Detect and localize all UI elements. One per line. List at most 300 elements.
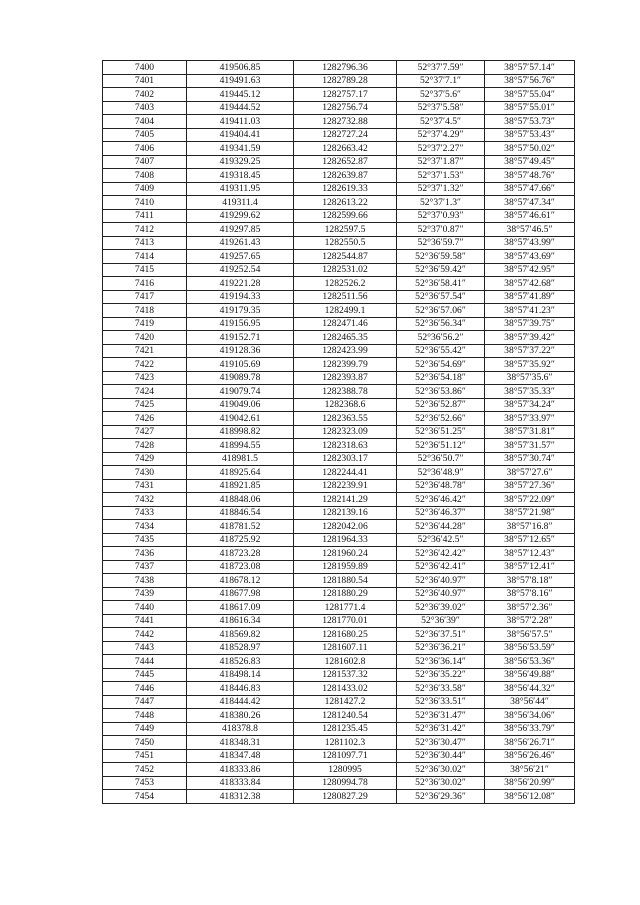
table-row bbox=[103, 439, 575, 453]
x-coordinate-cell: 418781.52 bbox=[187, 520, 294, 534]
y-coordinate-cell: 1282393.87 bbox=[294, 371, 397, 385]
y-coordinate-cell: 1281770.01 bbox=[294, 614, 397, 628]
latitude-cell: 52°37′0.93″ bbox=[397, 209, 485, 223]
point-number-cell: 7443 bbox=[103, 641, 187, 655]
table-row bbox=[103, 641, 575, 655]
y-coordinate-cell: 1282303.17 bbox=[294, 452, 397, 466]
table-row bbox=[103, 209, 575, 223]
point-number-cell: 7409 bbox=[103, 182, 187, 196]
latitude-cell: 52°36′30.44″ bbox=[397, 749, 485, 763]
point-number-cell: 7423 bbox=[103, 371, 187, 385]
longitude-cell: 38°57′33.97″ bbox=[485, 412, 575, 426]
x-coordinate-cell: 419444.52 bbox=[187, 101, 294, 115]
x-coordinate-cell: 418528.97 bbox=[187, 641, 294, 655]
longitude-cell: 38°56′44.32″ bbox=[485, 682, 575, 696]
table-row bbox=[103, 317, 575, 331]
latitude-cell: 52°36′53.86″ bbox=[397, 385, 485, 399]
table-row bbox=[103, 560, 575, 574]
point-number-cell: 7405 bbox=[103, 128, 187, 142]
longitude-cell: 38°57′31.81″ bbox=[485, 425, 575, 439]
longitude-cell: 38°56′26.46″ bbox=[485, 749, 575, 763]
table-row bbox=[103, 398, 575, 412]
latitude-cell: 52°36′59.42″ bbox=[397, 263, 485, 277]
y-coordinate-cell: 1282511.56 bbox=[294, 290, 397, 304]
longitude-cell: 38°57′2.36″ bbox=[485, 601, 575, 615]
table-row bbox=[103, 385, 575, 399]
x-coordinate-cell: 418444.42 bbox=[187, 695, 294, 709]
y-coordinate-cell: 1281960.24 bbox=[294, 547, 397, 561]
longitude-cell: 38°56′21″ bbox=[485, 763, 575, 777]
table-row bbox=[103, 371, 575, 385]
table-row bbox=[103, 614, 575, 628]
y-coordinate-cell: 1282613.22 bbox=[294, 196, 397, 210]
longitude-cell: 38°57′43.99″ bbox=[485, 236, 575, 250]
table-row bbox=[103, 506, 575, 520]
x-coordinate-cell: 419411.03 bbox=[187, 115, 294, 129]
table-row bbox=[103, 533, 575, 547]
latitude-cell: 52°37′1.87″ bbox=[397, 155, 485, 169]
x-coordinate-cell: 418348.31 bbox=[187, 736, 294, 750]
point-number-cell: 7424 bbox=[103, 385, 187, 399]
x-coordinate-cell: 418723.08 bbox=[187, 560, 294, 574]
point-number-cell: 7411 bbox=[103, 209, 187, 223]
table-row bbox=[103, 425, 575, 439]
y-coordinate-cell: 1282399.79 bbox=[294, 358, 397, 372]
x-coordinate-cell: 418998.82 bbox=[187, 425, 294, 439]
point-number-cell: 7433 bbox=[103, 506, 187, 520]
latitude-cell: 52°36′57.54″ bbox=[397, 290, 485, 304]
longitude-cell: 38°57′41.23″ bbox=[485, 304, 575, 318]
table-row bbox=[103, 61, 575, 75]
longitude-cell: 38°57′43.69″ bbox=[485, 250, 575, 264]
longitude-cell: 38°57′47.66″ bbox=[485, 182, 575, 196]
y-coordinate-cell: 1282544.87 bbox=[294, 250, 397, 264]
y-coordinate-cell: 1282139.16 bbox=[294, 506, 397, 520]
y-coordinate-cell: 1282323.09 bbox=[294, 425, 397, 439]
table-row bbox=[103, 196, 575, 210]
table-row bbox=[103, 142, 575, 156]
point-number-cell: 7434 bbox=[103, 520, 187, 534]
x-coordinate-cell: 418526.83 bbox=[187, 655, 294, 669]
y-coordinate-cell: 1282639.87 bbox=[294, 169, 397, 183]
latitude-cell: 52°36′33.51″ bbox=[397, 695, 485, 709]
x-coordinate-cell: 419079.74 bbox=[187, 385, 294, 399]
latitude-cell: 52°36′48.78″ bbox=[397, 479, 485, 493]
table-row bbox=[103, 574, 575, 588]
longitude-cell: 38°57′12.41″ bbox=[485, 560, 575, 574]
table-row bbox=[103, 655, 575, 669]
table-row bbox=[103, 682, 575, 696]
point-number-cell: 7453 bbox=[103, 776, 187, 790]
x-coordinate-cell: 419156.95 bbox=[187, 317, 294, 331]
x-coordinate-cell: 418347.48 bbox=[187, 749, 294, 763]
point-number-cell: 7420 bbox=[103, 331, 187, 345]
x-coordinate-cell: 418446.83 bbox=[187, 682, 294, 696]
y-coordinate-cell: 1281537.32 bbox=[294, 668, 397, 682]
table-row bbox=[103, 358, 575, 372]
y-coordinate-cell: 1281880.29 bbox=[294, 587, 397, 601]
x-coordinate-cell: 419311.4 bbox=[187, 196, 294, 210]
point-number-cell: 7421 bbox=[103, 344, 187, 358]
x-coordinate-cell: 419194.33 bbox=[187, 290, 294, 304]
longitude-cell: 38°57′41.89″ bbox=[485, 290, 575, 304]
point-number-cell: 7449 bbox=[103, 722, 187, 736]
y-coordinate-cell: 1282550.5 bbox=[294, 236, 397, 250]
latitude-cell: 52°36′29.36″ bbox=[397, 790, 485, 804]
x-coordinate-cell: 419152.71 bbox=[187, 331, 294, 345]
point-number-cell: 7417 bbox=[103, 290, 187, 304]
y-coordinate-cell: 1280994.78 bbox=[294, 776, 397, 790]
point-number-cell: 7451 bbox=[103, 749, 187, 763]
latitude-cell: 52°36′52.87″ bbox=[397, 398, 485, 412]
latitude-cell: 52°36′35.22″ bbox=[397, 668, 485, 682]
longitude-cell: 38°57′53.43″ bbox=[485, 128, 575, 142]
point-number-cell: 7432 bbox=[103, 493, 187, 507]
y-coordinate-cell: 1282388.78 bbox=[294, 385, 397, 399]
point-number-cell: 7430 bbox=[103, 466, 187, 480]
y-coordinate-cell: 1282732.88 bbox=[294, 115, 397, 129]
longitude-cell: 38°57′42.95″ bbox=[485, 263, 575, 277]
x-coordinate-cell: 418498.14 bbox=[187, 668, 294, 682]
x-coordinate-cell: 419404.41 bbox=[187, 128, 294, 142]
point-number-cell: 7427 bbox=[103, 425, 187, 439]
latitude-cell: 52°36′33.58″ bbox=[397, 682, 485, 696]
longitude-cell: 38°57′8.16″ bbox=[485, 587, 575, 601]
latitude-cell: 52°36′46.37″ bbox=[397, 506, 485, 520]
point-number-cell: 7403 bbox=[103, 101, 187, 115]
y-coordinate-cell: 1281102.3 bbox=[294, 736, 397, 750]
y-coordinate-cell: 1282727.24 bbox=[294, 128, 397, 142]
longitude-cell: 38°57′35.33″ bbox=[485, 385, 575, 399]
table-row bbox=[103, 695, 575, 709]
x-coordinate-cell: 418677.98 bbox=[187, 587, 294, 601]
x-coordinate-cell: 419491.63 bbox=[187, 74, 294, 88]
point-number-cell: 7406 bbox=[103, 142, 187, 156]
point-number-cell: 7441 bbox=[103, 614, 187, 628]
point-number-cell: 7428 bbox=[103, 439, 187, 453]
point-number-cell: 7448 bbox=[103, 709, 187, 723]
x-coordinate-cell: 419329.25 bbox=[187, 155, 294, 169]
coordinates-table-body bbox=[103, 61, 575, 804]
latitude-cell: 52°36′31.47″ bbox=[397, 709, 485, 723]
x-coordinate-cell: 418846.54 bbox=[187, 506, 294, 520]
table-row bbox=[103, 236, 575, 250]
x-coordinate-cell: 419179.35 bbox=[187, 304, 294, 318]
table-row bbox=[103, 668, 575, 682]
latitude-cell: 52°36′56.34″ bbox=[397, 317, 485, 331]
longitude-cell: 38°57′46.61″ bbox=[485, 209, 575, 223]
latitude-cell: 52°37′5.6″ bbox=[397, 88, 485, 102]
latitude-cell: 52°36′30.02″ bbox=[397, 763, 485, 777]
y-coordinate-cell: 1282526.2 bbox=[294, 277, 397, 291]
latitude-cell: 52°36′40.97″ bbox=[397, 587, 485, 601]
y-coordinate-cell: 1282423.99 bbox=[294, 344, 397, 358]
y-coordinate-cell: 1281771.4 bbox=[294, 601, 397, 615]
point-number-cell: 7426 bbox=[103, 412, 187, 426]
table-row bbox=[103, 412, 575, 426]
y-coordinate-cell: 1282597.5 bbox=[294, 223, 397, 237]
table-row bbox=[103, 749, 575, 763]
y-coordinate-cell: 1281602.8 bbox=[294, 655, 397, 669]
table-row bbox=[103, 74, 575, 88]
latitude-cell: 52°36′30.47″ bbox=[397, 736, 485, 750]
y-coordinate-cell: 1282757.17 bbox=[294, 88, 397, 102]
x-coordinate-cell: 418725.92 bbox=[187, 533, 294, 547]
longitude-cell: 38°57′42.68″ bbox=[485, 277, 575, 291]
point-number-cell: 7454 bbox=[103, 790, 187, 804]
table-row bbox=[103, 155, 575, 169]
x-coordinate-cell: 419221.28 bbox=[187, 277, 294, 291]
x-coordinate-cell: 419311.95 bbox=[187, 182, 294, 196]
longitude-cell: 38°57′35.6″ bbox=[485, 371, 575, 385]
longitude-cell: 38°56′33.79″ bbox=[485, 722, 575, 736]
latitude-cell: 52°36′36.14″ bbox=[397, 655, 485, 669]
table-row bbox=[103, 547, 575, 561]
point-number-cell: 7419 bbox=[103, 317, 187, 331]
longitude-cell: 38°57′47.34″ bbox=[485, 196, 575, 210]
latitude-cell: 52°36′36.21″ bbox=[397, 641, 485, 655]
latitude-cell: 52°36′58.41″ bbox=[397, 277, 485, 291]
longitude-cell: 38°56′20.99″ bbox=[485, 776, 575, 790]
x-coordinate-cell: 419252.54 bbox=[187, 263, 294, 277]
y-coordinate-cell: 1280827.29 bbox=[294, 790, 397, 804]
x-coordinate-cell: 419341.59 bbox=[187, 142, 294, 156]
x-coordinate-cell: 419105.69 bbox=[187, 358, 294, 372]
table-row bbox=[103, 452, 575, 466]
y-coordinate-cell: 1281427.2 bbox=[294, 695, 397, 709]
x-coordinate-cell: 419299.62 bbox=[187, 209, 294, 223]
latitude-cell: 52°37′1.32″ bbox=[397, 182, 485, 196]
x-coordinate-cell: 418723.28 bbox=[187, 547, 294, 561]
point-number-cell: 7435 bbox=[103, 533, 187, 547]
point-number-cell: 7416 bbox=[103, 277, 187, 291]
latitude-cell: 52°36′44.28″ bbox=[397, 520, 485, 534]
longitude-cell: 38°57′12.65″ bbox=[485, 533, 575, 547]
latitude-cell: 52°36′51.25″ bbox=[397, 425, 485, 439]
longitude-cell: 38°56′53.59″ bbox=[485, 641, 575, 655]
x-coordinate-cell: 418312.38 bbox=[187, 790, 294, 804]
point-number-cell: 7404 bbox=[103, 115, 187, 129]
y-coordinate-cell: 1282244.41 bbox=[294, 466, 397, 480]
point-number-cell: 7440 bbox=[103, 601, 187, 615]
x-coordinate-cell: 419257.65 bbox=[187, 250, 294, 264]
longitude-cell: 38°56′53.36″ bbox=[485, 655, 575, 669]
point-number-cell: 7415 bbox=[103, 263, 187, 277]
y-coordinate-cell: 1282531.02 bbox=[294, 263, 397, 277]
table-row bbox=[103, 101, 575, 115]
y-coordinate-cell: 1282318.63 bbox=[294, 439, 397, 453]
latitude-cell: 52°37′5.58″ bbox=[397, 101, 485, 115]
point-number-cell: 7446 bbox=[103, 682, 187, 696]
y-coordinate-cell: 1282471.46 bbox=[294, 317, 397, 331]
longitude-cell: 38°57′34.24″ bbox=[485, 398, 575, 412]
table-row bbox=[103, 628, 575, 642]
x-coordinate-cell: 418380.26 bbox=[187, 709, 294, 723]
point-number-cell: 7407 bbox=[103, 155, 187, 169]
x-coordinate-cell: 418925.64 bbox=[187, 466, 294, 480]
table-row bbox=[103, 790, 575, 804]
point-number-cell: 7431 bbox=[103, 479, 187, 493]
longitude-cell: 38°56′26.71″ bbox=[485, 736, 575, 750]
x-coordinate-cell: 418616.34 bbox=[187, 614, 294, 628]
longitude-cell: 38°56′34.06″ bbox=[485, 709, 575, 723]
table-row bbox=[103, 709, 575, 723]
x-coordinate-cell: 418921.85 bbox=[187, 479, 294, 493]
table-row bbox=[103, 169, 575, 183]
y-coordinate-cell: 1281680.25 bbox=[294, 628, 397, 642]
y-coordinate-cell: 1282465.35 bbox=[294, 331, 397, 345]
latitude-cell: 52°36′42.41″ bbox=[397, 560, 485, 574]
x-coordinate-cell: 419445.12 bbox=[187, 88, 294, 102]
y-coordinate-cell: 1282789.28 bbox=[294, 74, 397, 88]
longitude-cell: 38°57′48.76″ bbox=[485, 169, 575, 183]
table-row bbox=[103, 736, 575, 750]
y-coordinate-cell: 1280995 bbox=[294, 763, 397, 777]
point-number-cell: 7418 bbox=[103, 304, 187, 318]
point-number-cell: 7401 bbox=[103, 74, 187, 88]
latitude-cell: 52°36′42.5″ bbox=[397, 533, 485, 547]
table-row bbox=[103, 344, 575, 358]
longitude-cell: 38°57′31.57″ bbox=[485, 439, 575, 453]
y-coordinate-cell: 1281880.54 bbox=[294, 574, 397, 588]
x-coordinate-cell: 418848.06 bbox=[187, 493, 294, 507]
x-coordinate-cell: 418678.12 bbox=[187, 574, 294, 588]
table-row bbox=[103, 776, 575, 790]
x-coordinate-cell: 419506.85 bbox=[187, 61, 294, 75]
latitude-cell: 52°36′39.02″ bbox=[397, 601, 485, 615]
latitude-cell: 52°36′31.42″ bbox=[397, 722, 485, 736]
table-row bbox=[103, 493, 575, 507]
y-coordinate-cell: 1282141.29 bbox=[294, 493, 397, 507]
latitude-cell: 52°36′37.51″ bbox=[397, 628, 485, 642]
x-coordinate-cell: 419128.36 bbox=[187, 344, 294, 358]
longitude-cell: 38°56′12.08″ bbox=[485, 790, 575, 804]
table-row bbox=[103, 88, 575, 102]
longitude-cell: 38°57′12.43″ bbox=[485, 547, 575, 561]
latitude-cell: 52°36′56.2″ bbox=[397, 331, 485, 345]
table-row bbox=[103, 277, 575, 291]
latitude-cell: 52°37′0.87″ bbox=[397, 223, 485, 237]
x-coordinate-cell: 418981.5 bbox=[187, 452, 294, 466]
table-row bbox=[103, 466, 575, 480]
y-coordinate-cell: 1281433.02 bbox=[294, 682, 397, 696]
table-row bbox=[103, 290, 575, 304]
point-number-cell: 7438 bbox=[103, 574, 187, 588]
x-coordinate-cell: 418333.86 bbox=[187, 763, 294, 777]
longitude-cell: 38°57′2.28″ bbox=[485, 614, 575, 628]
point-number-cell: 7429 bbox=[103, 452, 187, 466]
latitude-cell: 52°37′7.59″ bbox=[397, 61, 485, 75]
y-coordinate-cell: 1282363.55 bbox=[294, 412, 397, 426]
latitude-cell: 52°36′30.02″ bbox=[397, 776, 485, 790]
y-coordinate-cell: 1282652.87 bbox=[294, 155, 397, 169]
point-number-cell: 7450 bbox=[103, 736, 187, 750]
table-row bbox=[103, 722, 575, 736]
table-row bbox=[103, 763, 575, 777]
y-coordinate-cell: 1282499.1 bbox=[294, 304, 397, 318]
latitude-cell: 52°36′59.7″ bbox=[397, 236, 485, 250]
x-coordinate-cell: 418333.84 bbox=[187, 776, 294, 790]
point-number-cell: 7447 bbox=[103, 695, 187, 709]
x-coordinate-cell: 418617.09 bbox=[187, 601, 294, 615]
x-coordinate-cell: 419261.43 bbox=[187, 236, 294, 250]
longitude-cell: 38°57′21.98″ bbox=[485, 506, 575, 520]
longitude-cell: 38°56′44″ bbox=[485, 695, 575, 709]
table-row bbox=[103, 263, 575, 277]
longitude-cell: 38°57′39.42″ bbox=[485, 331, 575, 345]
latitude-cell: 52°36′46.42″ bbox=[397, 493, 485, 507]
longitude-cell: 38°57′39.75″ bbox=[485, 317, 575, 331]
point-number-cell: 7452 bbox=[103, 763, 187, 777]
table-row bbox=[103, 304, 575, 318]
x-coordinate-cell: 418994.55 bbox=[187, 439, 294, 453]
longitude-cell: 38°57′53.73″ bbox=[485, 115, 575, 129]
y-coordinate-cell: 1282756.74 bbox=[294, 101, 397, 115]
latitude-cell: 52°37′4.5″ bbox=[397, 115, 485, 129]
y-coordinate-cell: 1281240.54 bbox=[294, 709, 397, 723]
point-number-cell: 7412 bbox=[103, 223, 187, 237]
x-coordinate-cell: 419089.78 bbox=[187, 371, 294, 385]
latitude-cell: 52°36′54.18″ bbox=[397, 371, 485, 385]
point-number-cell: 7442 bbox=[103, 628, 187, 642]
y-coordinate-cell: 1282619.33 bbox=[294, 182, 397, 196]
point-number-cell: 7444 bbox=[103, 655, 187, 669]
latitude-cell: 52°36′42.42″ bbox=[397, 547, 485, 561]
longitude-cell: 38°57′46.5″ bbox=[485, 223, 575, 237]
y-coordinate-cell: 1282239.91 bbox=[294, 479, 397, 493]
latitude-cell: 52°37′1.3″ bbox=[397, 196, 485, 210]
latitude-cell: 52°36′39″ bbox=[397, 614, 485, 628]
y-coordinate-cell: 1281964.33 bbox=[294, 533, 397, 547]
point-number-cell: 7408 bbox=[103, 169, 187, 183]
x-coordinate-cell: 419297.85 bbox=[187, 223, 294, 237]
table-row bbox=[103, 520, 575, 534]
x-coordinate-cell: 419042.61 bbox=[187, 412, 294, 426]
longitude-cell: 38°57′49.45″ bbox=[485, 155, 575, 169]
latitude-cell: 52°36′55.42″ bbox=[397, 344, 485, 358]
longitude-cell: 38°57′8.18″ bbox=[485, 574, 575, 588]
longitude-cell: 38°57′57.14″ bbox=[485, 61, 575, 75]
table-row bbox=[103, 128, 575, 142]
longitude-cell: 38°57′55.04″ bbox=[485, 88, 575, 102]
y-coordinate-cell: 1281959.89 bbox=[294, 560, 397, 574]
latitude-cell: 52°36′59.58″ bbox=[397, 250, 485, 264]
longitude-cell: 38°57′27.6″ bbox=[485, 466, 575, 480]
latitude-cell: 52°36′50.7″ bbox=[397, 452, 485, 466]
y-coordinate-cell: 1282042.06 bbox=[294, 520, 397, 534]
latitude-cell: 52°36′52.66″ bbox=[397, 412, 485, 426]
longitude-cell: 38°57′16.8″ bbox=[485, 520, 575, 534]
y-coordinate-cell: 1281607.11 bbox=[294, 641, 397, 655]
longitude-cell: 38°57′30.74″ bbox=[485, 452, 575, 466]
point-number-cell: 7422 bbox=[103, 358, 187, 372]
y-coordinate-cell: 1281235.45 bbox=[294, 722, 397, 736]
x-coordinate-cell: 418569.82 bbox=[187, 628, 294, 642]
longitude-cell: 38°57′27.36″ bbox=[485, 479, 575, 493]
point-number-cell: 7400 bbox=[103, 61, 187, 75]
longitude-cell: 38°56′57.5″ bbox=[485, 628, 575, 642]
longitude-cell: 38°57′22.09″ bbox=[485, 493, 575, 507]
table-row bbox=[103, 479, 575, 493]
longitude-cell: 38°57′37.22″ bbox=[485, 344, 575, 358]
y-coordinate-cell: 1282796.36 bbox=[294, 61, 397, 75]
point-number-cell: 7439 bbox=[103, 587, 187, 601]
point-number-cell: 7437 bbox=[103, 560, 187, 574]
latitude-cell: 52°37′1.53″ bbox=[397, 169, 485, 183]
latitude-cell: 52°37′2.27″ bbox=[397, 142, 485, 156]
latitude-cell: 52°36′51.12″ bbox=[397, 439, 485, 453]
x-coordinate-cell: 419318.45 bbox=[187, 169, 294, 183]
